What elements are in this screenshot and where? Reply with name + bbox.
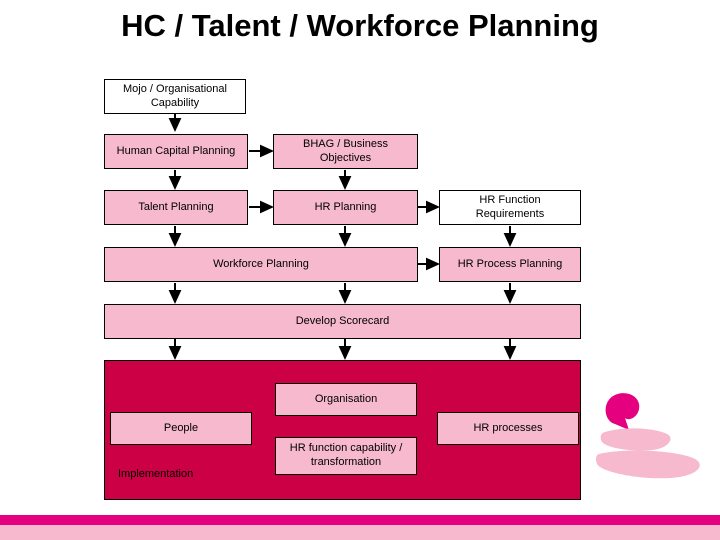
box-label: HR Function Requirements [475,193,545,220]
box-mojo-organisational-capability[interactable] [104,79,246,114]
box-develop-scorecard[interactable] [104,304,581,339]
box-label: HR Process Planning [457,257,563,270]
box-human-capital-planning[interactable] [104,134,248,169]
flower-decoration-icon [595,390,710,500]
box-label: HR processes [473,421,543,434]
box-label: HR Planning [314,200,377,213]
box-hr-function-requirements[interactable] [439,190,581,225]
box-hr-planning[interactable] [273,190,418,225]
box-organisation[interactable] [275,383,417,416]
page-title: HC / Talent / Workforce Planning [121,8,599,43]
box-hr-function-capability-transformation[interactable] [275,437,417,475]
box-label: Develop Scorecard [295,314,390,327]
box-label: Organisation [314,392,378,405]
box-label: Human Capital Planning [116,144,236,157]
box-workforce-planning[interactable] [104,247,418,282]
box-label: BHAG / Business Objectives [303,137,388,164]
box-hr-process-planning[interactable] [439,247,581,282]
implementation-label: Implementation [118,468,194,480]
box-people[interactable] [110,412,252,445]
box-label: Mojo / Organisational Capability [123,82,227,109]
footer-accent-bar [0,515,720,525]
box-talent-planning[interactable] [104,190,248,225]
box-hr-processes[interactable] [437,412,579,445]
footer-secondary-bar [0,525,720,540]
box-label: HR function capability / transformation [289,442,403,468]
box-label: Talent Planning [138,200,214,213]
box-label: Workforce Planning [213,257,309,270]
box-bhag-business-objectives[interactable] [273,134,418,169]
box-label: People [163,421,199,434]
